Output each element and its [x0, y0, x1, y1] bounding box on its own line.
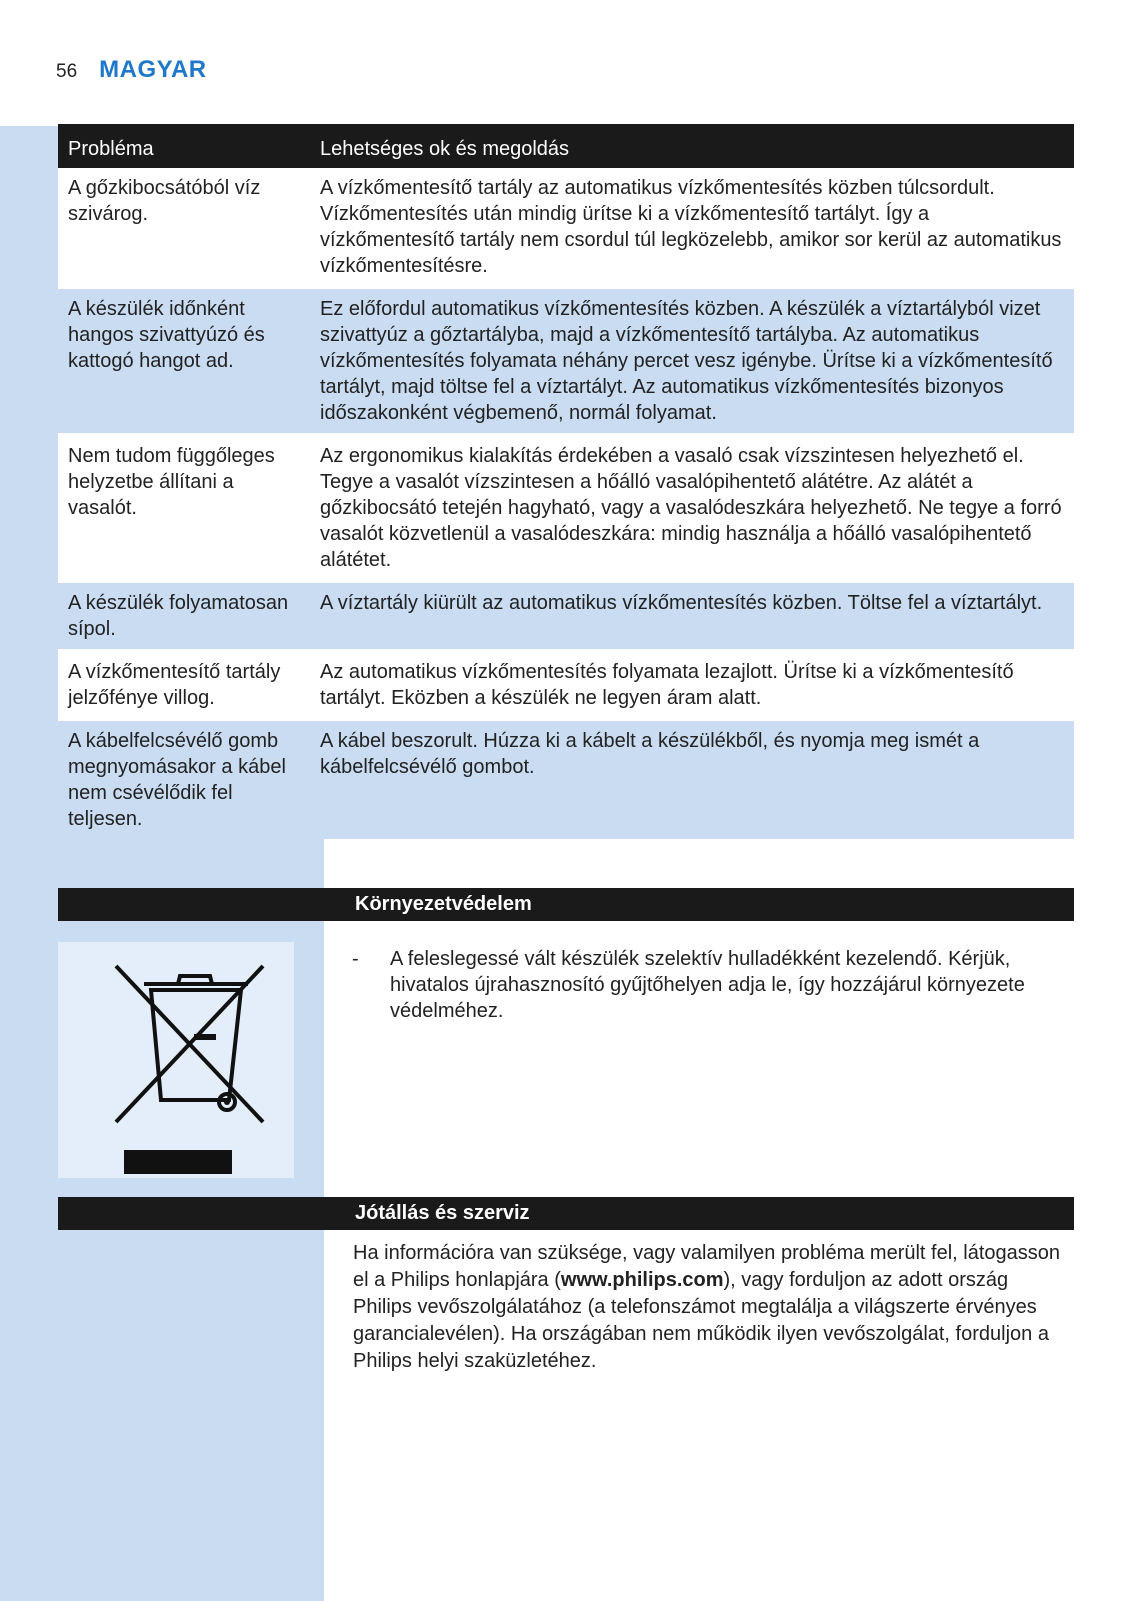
solution-cell: Ez előfordul automatikus vízkőmentesítés közben. A készülék a víztartályból vizet szivattyúz a gőztartályba, majd a vízkőmentesítő tartályba. Az automatikus vízkőmentesítés folyamata néhány percet vesz igénybe. Ürítse ki a vízkőmentesítő tartályt, majd töltse fel a víztartályt. Az automatikus vízkőmentesítés bizonyos időszakonként végbemenő, normál folyamat.: [310, 288, 1074, 435]
environment-text: A feleslegessé vált készülék szelektív hulladékként kezelendő. Kérjük, hivatalos újrahasznosító gyűjtőhelyen adja le, így hozzájárul környezete védelméhez.: [390, 948, 1025, 1022]
troubleshooting-table: [58, 124, 1074, 839]
table-row: [58, 435, 1074, 582]
callout-pointer: [268, 942, 294, 970]
page-header: [56, 56, 207, 84]
warranty-section-bar: [58, 1197, 1074, 1230]
solution-cell: A vízkőmentesítő tartály az automatikus vízkőmentesítés közben túlcsordult. Vízkőmentesítés után mindig ürítse ki a vízkőmentesítő tartályt. Így a vízkőmentesítő tartály nem csordul túl legközelebb, amikor sor kerül az automatikus vízkőmentesítésre.: [310, 168, 1074, 288]
problem-cell: A készülék időnként hangos szivattyúzó és kattogó hangot ad.: [58, 288, 310, 435]
list-dash: -: [352, 948, 359, 970]
problem-cell: A gőzkibocsátóból víz szivárog.: [58, 168, 310, 288]
column-header-solution: Lehetséges ok és megoldás: [310, 124, 1074, 168]
philips-website-link[interactable]: www.philips.com: [560, 1269, 724, 1291]
table-row: [58, 582, 1074, 651]
table-header-row: [58, 124, 1074, 168]
solution-cell: Az automatikus vízkőmentesítés folyamata lezajlott. Ürítse ki a vízkőmentesítő tartályt. Eközben a készülék ne legyen áram alatt.: [310, 651, 1074, 720]
table-row: [58, 651, 1074, 720]
problem-cell: A készülék folyamatosan sípol.: [58, 582, 310, 651]
table-row: [58, 720, 1074, 840]
solution-cell: A kábel beszorult. Húzza ki a kábelt a készülékből, és nyomja meg ismét a kábelfelcsévélő gombot.: [310, 720, 1074, 840]
warranty-text-after: ), vagy forduljon az adott ország Philips vevőszolgálatához (a telefonszámot megtalálja a világszerte érvényes garancialevélen). Ha országában nem működik ilyen vevőszolgálat, forduljon a Philips helyi szaküzletéhez.: [353, 1269, 1049, 1372]
warranty-paragraph: [353, 1240, 1065, 1375]
problem-cell: A kábelfelcsévélő gomb megnyomásakor a kábel nem csévélődik fel teljesen.: [58, 720, 310, 840]
recycling-icon-box: [58, 942, 294, 1178]
table-row: [58, 288, 1074, 435]
solution-cell: Az ergonomikus kialakítás érdekében a vasaló csak vízszintesen helyezhető el. Tegye a vasalót vízszintesen a hőálló vasalópihentető alátétre. Az alátét a gőzkibocsátó tetején hagyható, vagy a vasalódeszkára helyezhető. Ne tegye a forró vasalót közvetlenül a vasalódeszkára: mindig használja a hőálló vasalópihentető alátétet.: [310, 435, 1074, 582]
environment-section-bar: [58, 888, 1074, 921]
language-title: MAGYAR: [99, 56, 207, 83]
problem-cell: Nem tudom függőleges helyzetbe állítani a vasalót.: [58, 435, 310, 582]
environment-list-item: [352, 946, 1072, 1024]
problem-cell: A vízkőmentesítő tartály jelzőfénye villog.: [58, 651, 310, 720]
warranty-text-before: Ha információra van szüksége, vagy valamilyen probléma merült fel, látogasson el a Philips honlapjára (: [353, 1242, 1061, 1291]
page-number: 56: [56, 61, 78, 82]
table-row: [58, 168, 1074, 288]
crossed-out-wheelie-bin-icon: [58, 942, 294, 1178]
solution-cell: A víztartály kiürült az automatikus vízkőmentesítés közben. Töltse fel a víztartályt.: [310, 582, 1074, 651]
warranty-title: Jótállás és szerviz: [355, 1202, 530, 1224]
environment-title: Környezetvédelem: [355, 893, 532, 915]
column-header-problem: Probléma: [58, 124, 310, 168]
